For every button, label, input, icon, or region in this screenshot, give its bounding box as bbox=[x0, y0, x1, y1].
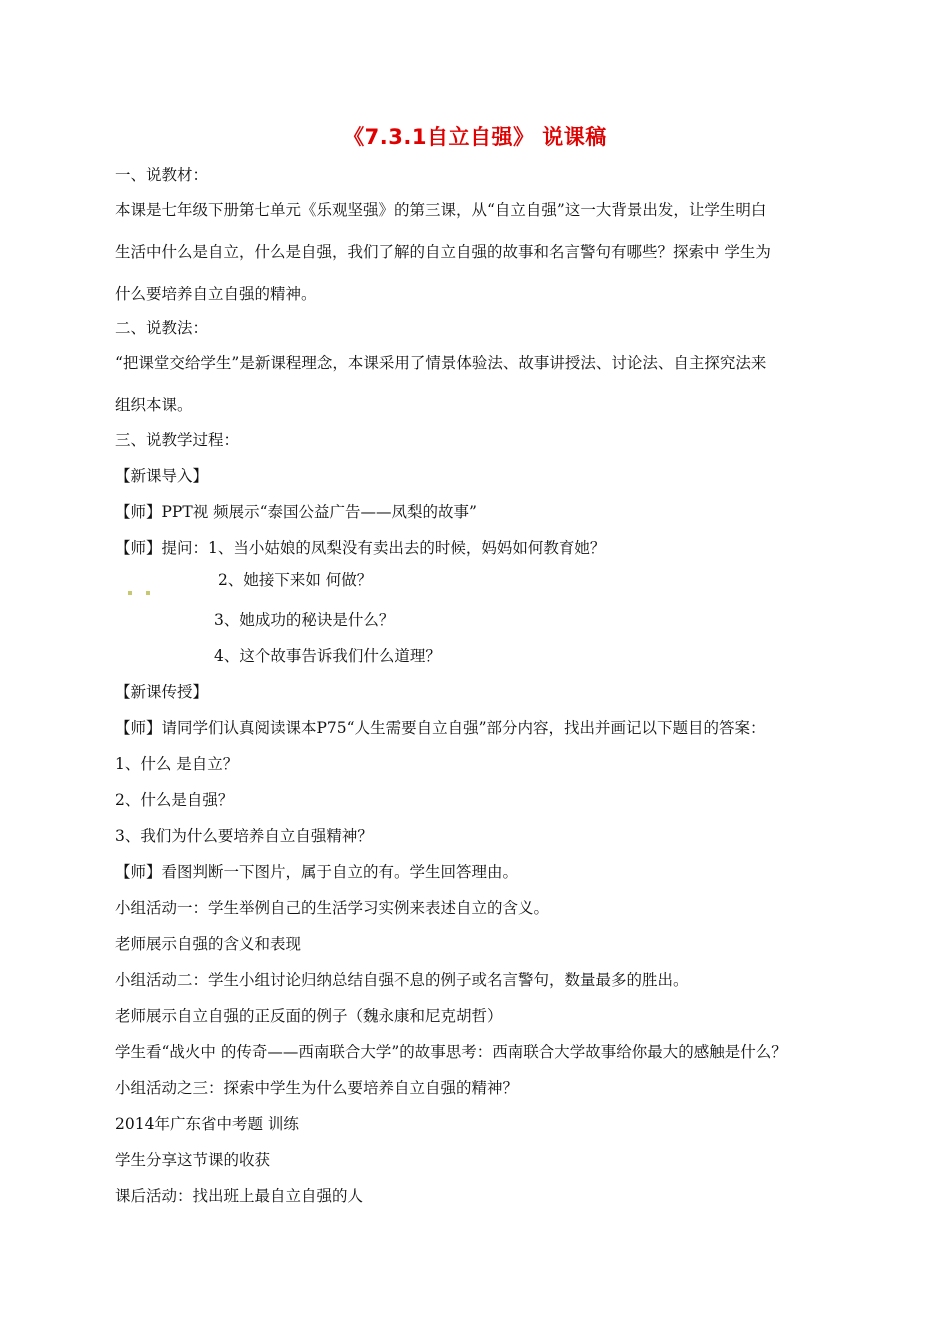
paragraph-line: 小组活动二：学生小组讨论归纳总结自强不息的例子或名言警句，数量最多的胜出。 bbox=[115, 971, 689, 989]
decorative-marks bbox=[128, 580, 164, 599]
paragraph-line: 【师】PPT视 频展示“泰国公益广告——凤梨的故事” bbox=[115, 503, 477, 521]
paragraph-line: 【师】看图判断一下图片，属于自立的有。学生回答理由。 bbox=[115, 863, 519, 881]
paragraph-line: 老师展示自立自强的正反面的例子（魏永康和尼克胡哲） bbox=[115, 1007, 503, 1025]
paragraph-line: “把课堂交给学生”是新课程理念，本课采用了情景体验法、故事讲授法、讨论法、自主探究法来 bbox=[115, 354, 767, 372]
paragraph-line: 学生看“战火中 的传奇——西南联合大学”的故事思考：西南联合大学故事给你最大的感触是什么？ bbox=[115, 1043, 787, 1061]
document-title: 《7.3.1自立自强》 说课稿 bbox=[343, 125, 607, 149]
paragraph-line: 老师展示自强的含义和表现 bbox=[115, 935, 302, 953]
paragraph-line: 【师】提问：1、当小姑娘的凤梨没有卖出去的时候，妈妈如何教育她？ bbox=[115, 539, 606, 557]
list-item: 1、什么 是自立？ bbox=[115, 755, 239, 773]
section-heading-textbook: 一、说教材： bbox=[115, 166, 209, 184]
section-heading-process: 三、说教学过程： bbox=[115, 431, 240, 449]
section-heading-method: 二、说教法： bbox=[115, 319, 209, 337]
list-item: 3、我们为什么要培养自立自强精神？ bbox=[115, 827, 373, 845]
paragraph-line: 2014年广东省中考题 训练 bbox=[115, 1115, 299, 1133]
question-item: 3、她成功的秘诀是什么？ bbox=[214, 611, 395, 629]
paragraph-line: 学生分享这节课的收获 bbox=[115, 1151, 271, 1169]
paragraph-line: 课后活动：找出班上最自立自强的人 bbox=[115, 1187, 364, 1205]
paragraph-line: 小组活动之三：探索中学生为什么要培养自立自强的精神？ bbox=[115, 1079, 519, 1097]
subsection-heading: 【新课传授】 bbox=[115, 683, 209, 701]
paragraph-line: 组织本课。 bbox=[115, 396, 193, 414]
question-item: 2、她接下来如 何做？ bbox=[218, 571, 373, 589]
question-item: 4、这个故事告诉我们什么道理？ bbox=[214, 647, 441, 665]
subsection-heading: 【新课导入】 bbox=[115, 467, 209, 485]
paragraph-line: 【师】请同学们认真阅读课本P75“人生需要自立自强”部分内容，找出并画记以下题目的答案： bbox=[115, 719, 766, 737]
paragraph-line: 小组活动一：学生举例自己的生活学习实例来表述自立的含义。 bbox=[115, 899, 550, 917]
paragraph-line: 本课是七年级下册第七单元《乐观坚强》的第三课，从“自立自强”这一大背景出发，让学生明白 bbox=[115, 201, 767, 219]
list-item: 2、什么是自强？ bbox=[115, 791, 234, 809]
paragraph-line: 生活中什么是自立，什么是自强，我们了解的自立自强的故事和名言警句有哪些？探索中 学生为 bbox=[115, 243, 771, 261]
paragraph-line: 什么要培养自立自强的精神。 bbox=[115, 285, 317, 303]
